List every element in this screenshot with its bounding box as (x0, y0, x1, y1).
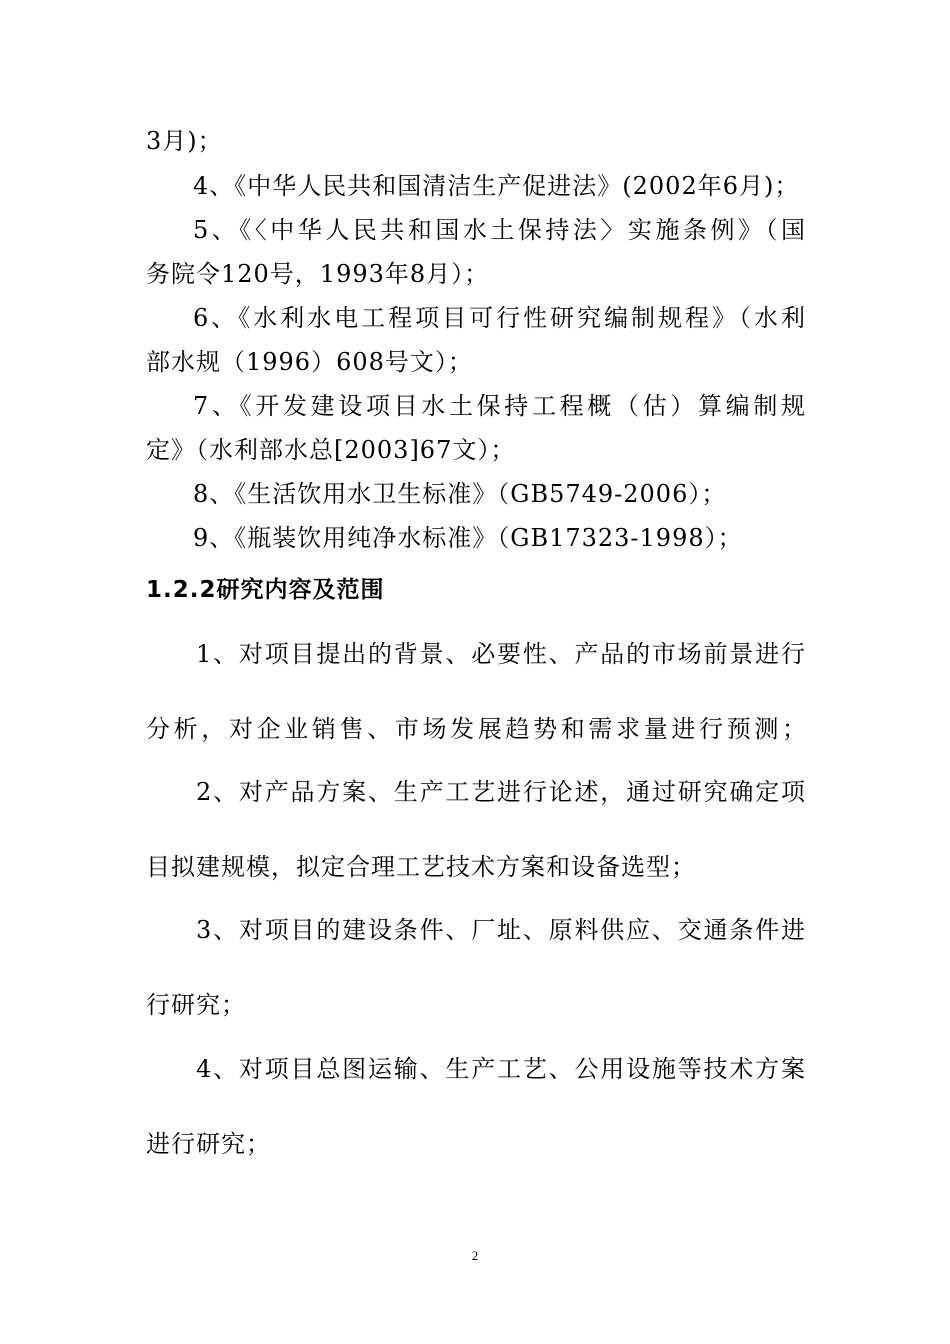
reference-item-8: 8、《生活饮用水卫生标准》（GB5749-2006）； (193, 480, 727, 508)
text-line: 行研究； (146, 991, 246, 1019)
text-line: 进行研究； (146, 1130, 271, 1158)
section-heading: 1.2.2研究内容及范围 (146, 577, 385, 603)
content-item-2: 2、对产品方案、生产工艺进行论述，通过研究确定项 (196, 778, 805, 806)
text-line: 分析，对企业销售、市场发展趋势和需求量进行预测； (146, 715, 806, 743)
content-item-4: 4、对项目总图运输、生产工艺、公用设施等技术方案 (196, 1055, 805, 1083)
text-line: 目拟建规模，拟定合理工艺技术方案和设备选型； (146, 853, 696, 881)
reference-item-7: 7、《开发建设项目水土保持工程概（估）算编制规 (193, 392, 805, 420)
content-item-1: 1、对项目提出的背景、必要性、产品的市场前景进行 (196, 640, 805, 668)
text-line: 部水规（1996）608号文）； (146, 348, 473, 376)
text-line: 务院令120号，1993年8月）； (146, 260, 490, 288)
text-line: 3月)； (146, 127, 223, 155)
reference-item-4: 4、《中华人民共和国清洁生产促进法》(2002年6月)； (193, 172, 800, 200)
page-number: 2 (471, 1248, 479, 1263)
text-line: 定》（水利部水总[2003]67文）； (146, 436, 516, 464)
reference-item-5: 5、《〈中华人民共和国水土保持法〉实施条例》（国 (193, 216, 805, 244)
reference-item-6: 6、《水利水电工程项目可行性研究编制规程》（水利 (193, 304, 805, 332)
reference-item-9: 9、《瓶装饮用纯净水标准》（GB17323-1998）； (193, 524, 743, 552)
content-item-3: 3、对项目的建设条件、厂址、原料供应、交通条件进 (196, 916, 805, 944)
